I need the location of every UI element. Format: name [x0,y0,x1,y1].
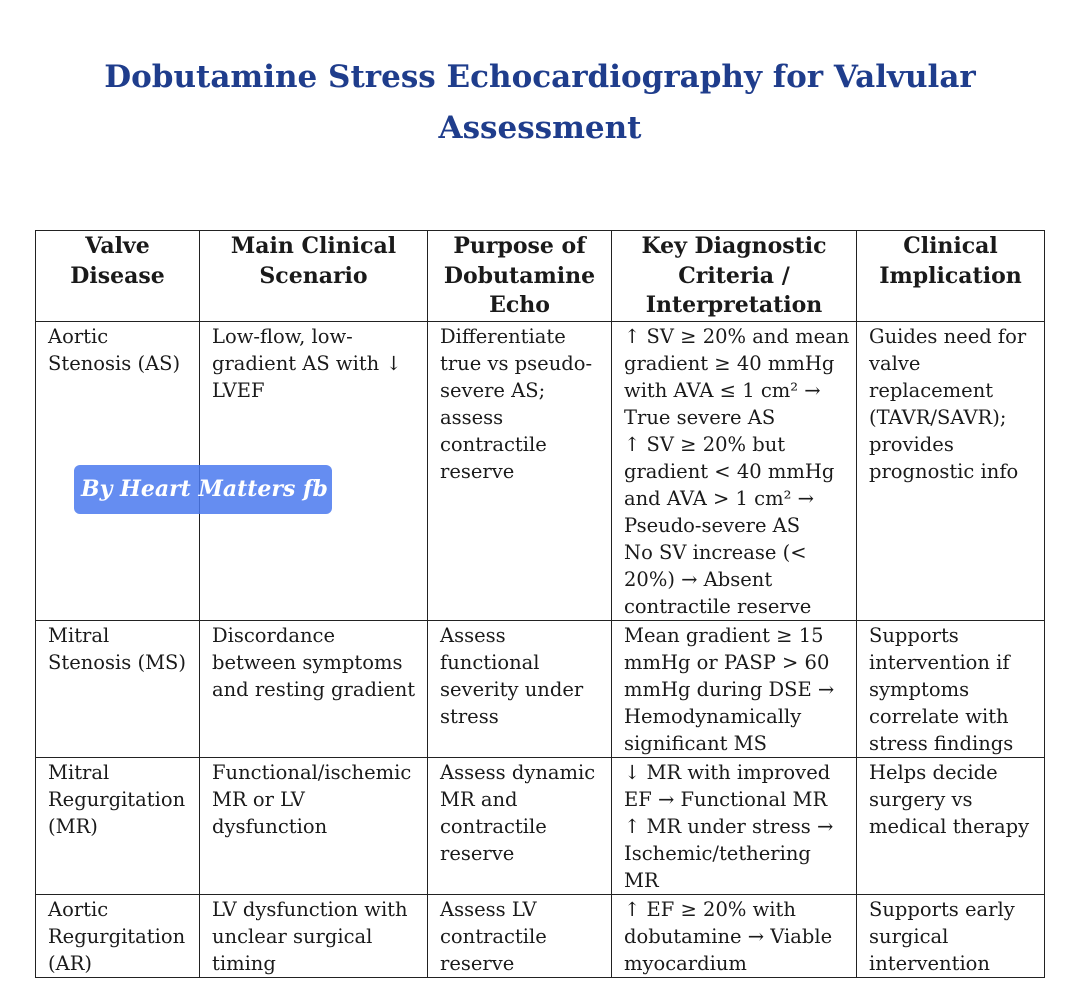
header-line: Dobutamine [443,262,596,289]
cell-valve-disease [36,757,200,894]
header-line: Valve [85,233,150,259]
cell-line: gradient < 40 mmHg [624,459,835,483]
header-line: Purpose of [453,233,586,259]
cell-line: reserve [440,951,515,975]
cell-line: symptoms [869,677,970,701]
cell-line: MR or LV [212,787,305,811]
cell-line: medical therapy [869,814,1030,838]
header-purpose [428,231,612,322]
table-row [36,757,1045,894]
cell-line: (AR) [48,951,92,975]
cell-line: reserve [440,841,515,865]
cell-line: Mitral [48,623,110,647]
cell-line: (MR) [48,814,98,838]
cell-line: timing [212,951,276,975]
cell-clinical-implication [857,321,1045,620]
cell-line: Assess LV [440,897,537,921]
header-line: Main Clinical [230,233,397,259]
cell-line: Helps decide [869,760,998,784]
header-line: Criteria / [678,262,790,289]
cell-line: True severe AS [624,405,776,429]
cell-line: true vs pseudo- [440,351,593,375]
cell-diagnostic-criteria [612,620,857,757]
cell-line: Pseudo-severe AS [624,513,801,537]
cell-clinical-scenario [200,757,428,894]
header-valve-disease [36,231,200,322]
table-header-row [36,231,1045,322]
cell-line: Stenosis (MS) [48,650,187,674]
cell-line: Assess dynamic [440,760,596,784]
cell-line: MR [624,868,659,892]
cell-line: mmHg during DSE → [624,677,835,701]
cell-line: Differentiate [440,324,566,348]
cell-purpose [428,620,612,757]
cell-line: unclear surgical [212,924,373,948]
cell-line: intervention [869,951,990,975]
cell-line: intervention if [869,650,1010,674]
header-clinical-scenario [200,231,428,322]
cell-diagnostic-criteria [612,894,857,977]
cell-line: LVEF [212,378,265,402]
cell-line: assess [440,405,504,429]
cell-line: reserve [440,459,515,483]
cell-line: with AVA ≤ 1 cm² → [624,378,821,402]
cell-line: Mitral [48,760,110,784]
cell-line: Aortic [48,324,109,348]
cell-line: significant MS [624,731,767,755]
cell-line: Functional/ischemic [212,760,412,784]
cell-line: Discordance [212,623,335,647]
cell-line: No SV increase (< [624,540,807,564]
header-line: Clinical [903,233,998,259]
cell-line: contractile reserve [624,594,812,618]
cell-line: valve [869,351,921,375]
cell-diagnostic-criteria [612,321,857,620]
title-line-2: Assessment [438,110,642,146]
cell-line: and resting gradient [212,677,416,701]
cell-diagnostic-criteria [612,757,857,894]
cell-line: dysfunction [212,814,328,838]
cell-line: ↑ SV ≥ 20% and mean [624,324,850,348]
header-line: Disease [70,262,165,289]
cell-line: severe AS; [440,378,546,402]
cell-line: contractile [440,432,547,456]
cell-line: Hemodynamically [624,704,802,728]
cell-valve-disease [36,620,200,757]
cell-line: provides [869,432,954,456]
cell-purpose [428,757,612,894]
cell-line: prognostic info [869,459,1019,483]
cell-clinical-implication [857,757,1045,894]
cell-line: gradient AS with ↓ [212,351,402,375]
header-diagnostic-criteria [612,231,857,322]
valve-dse-table [35,230,1045,978]
cell-line: Guides need for [869,324,1027,348]
cell-line: LV dysfunction with [212,897,408,921]
cell-line: dobutamine → Viable [624,924,833,948]
cell-line: Regurgitation [48,924,186,948]
cell-line: contractile [440,924,547,948]
cell-line: ↑ MR under stress → [624,814,834,838]
cell-clinical-scenario [200,894,428,977]
cell-line: Stenosis (AS) [48,351,181,375]
cell-purpose [428,894,612,977]
cell-purpose [428,321,612,620]
cell-line: Aortic [48,897,109,921]
title-line-1: Dobutamine Stress Echocardiography for Valvular [104,59,976,95]
header-line: Implication [879,262,1022,289]
header-line: Echo [489,292,550,318]
cell-line: Low-flow, low- [212,324,353,348]
cell-line: severity under [440,677,584,701]
cell-line: myocardium [624,951,747,975]
cell-line: Supports early [869,897,1015,921]
page-title [0,52,1080,154]
cell-line: Ischemic/tethering [624,841,811,865]
header-clinical-implication [857,231,1045,322]
cell-line: 20%) → Absent [624,567,773,591]
cell-line: ↑ SV ≥ 20% but [624,432,786,456]
cell-line: correlate with [869,704,1009,728]
cell-line: EF → Functional MR [624,787,828,811]
cell-valve-disease [36,894,200,977]
cell-clinical-implication [857,894,1045,977]
cell-line: mmHg or PASP > 60 [624,650,830,674]
header-line: Key Diagnostic [641,233,827,259]
cell-line: Regurgitation [48,787,186,811]
watermark-badge: By Heart Matters fb [74,465,332,514]
header-line: Interpretation [645,292,823,318]
header-line: Scenario [259,262,368,289]
cell-line: surgery vs [869,787,973,811]
cell-line: between symptoms [212,650,403,674]
cell-line: MR and [440,787,518,811]
cell-line: replacement [869,378,994,402]
cell-line: ↓ MR with improved [624,760,831,784]
cell-line: (TAVR/SAVR); [869,405,1007,429]
cell-line: gradient ≥ 40 mmHg [624,351,835,375]
table-row [36,894,1045,977]
cell-line: surgical [869,924,949,948]
cell-line: Assess [440,623,506,647]
cell-line: Supports [869,623,959,647]
cell-line: and AVA > 1 cm² → [624,486,814,510]
cell-clinical-scenario [200,620,428,757]
table-row [36,620,1045,757]
table-body [36,321,1045,977]
cell-line: ↑ EF ≥ 20% with [624,897,796,921]
cell-line: stress [440,704,499,728]
cell-line: contractile [440,814,547,838]
cell-line: stress findings [869,731,1014,755]
cell-line: functional [440,650,540,674]
cell-clinical-implication [857,620,1045,757]
cell-line: Mean gradient ≥ 15 [624,623,824,647]
